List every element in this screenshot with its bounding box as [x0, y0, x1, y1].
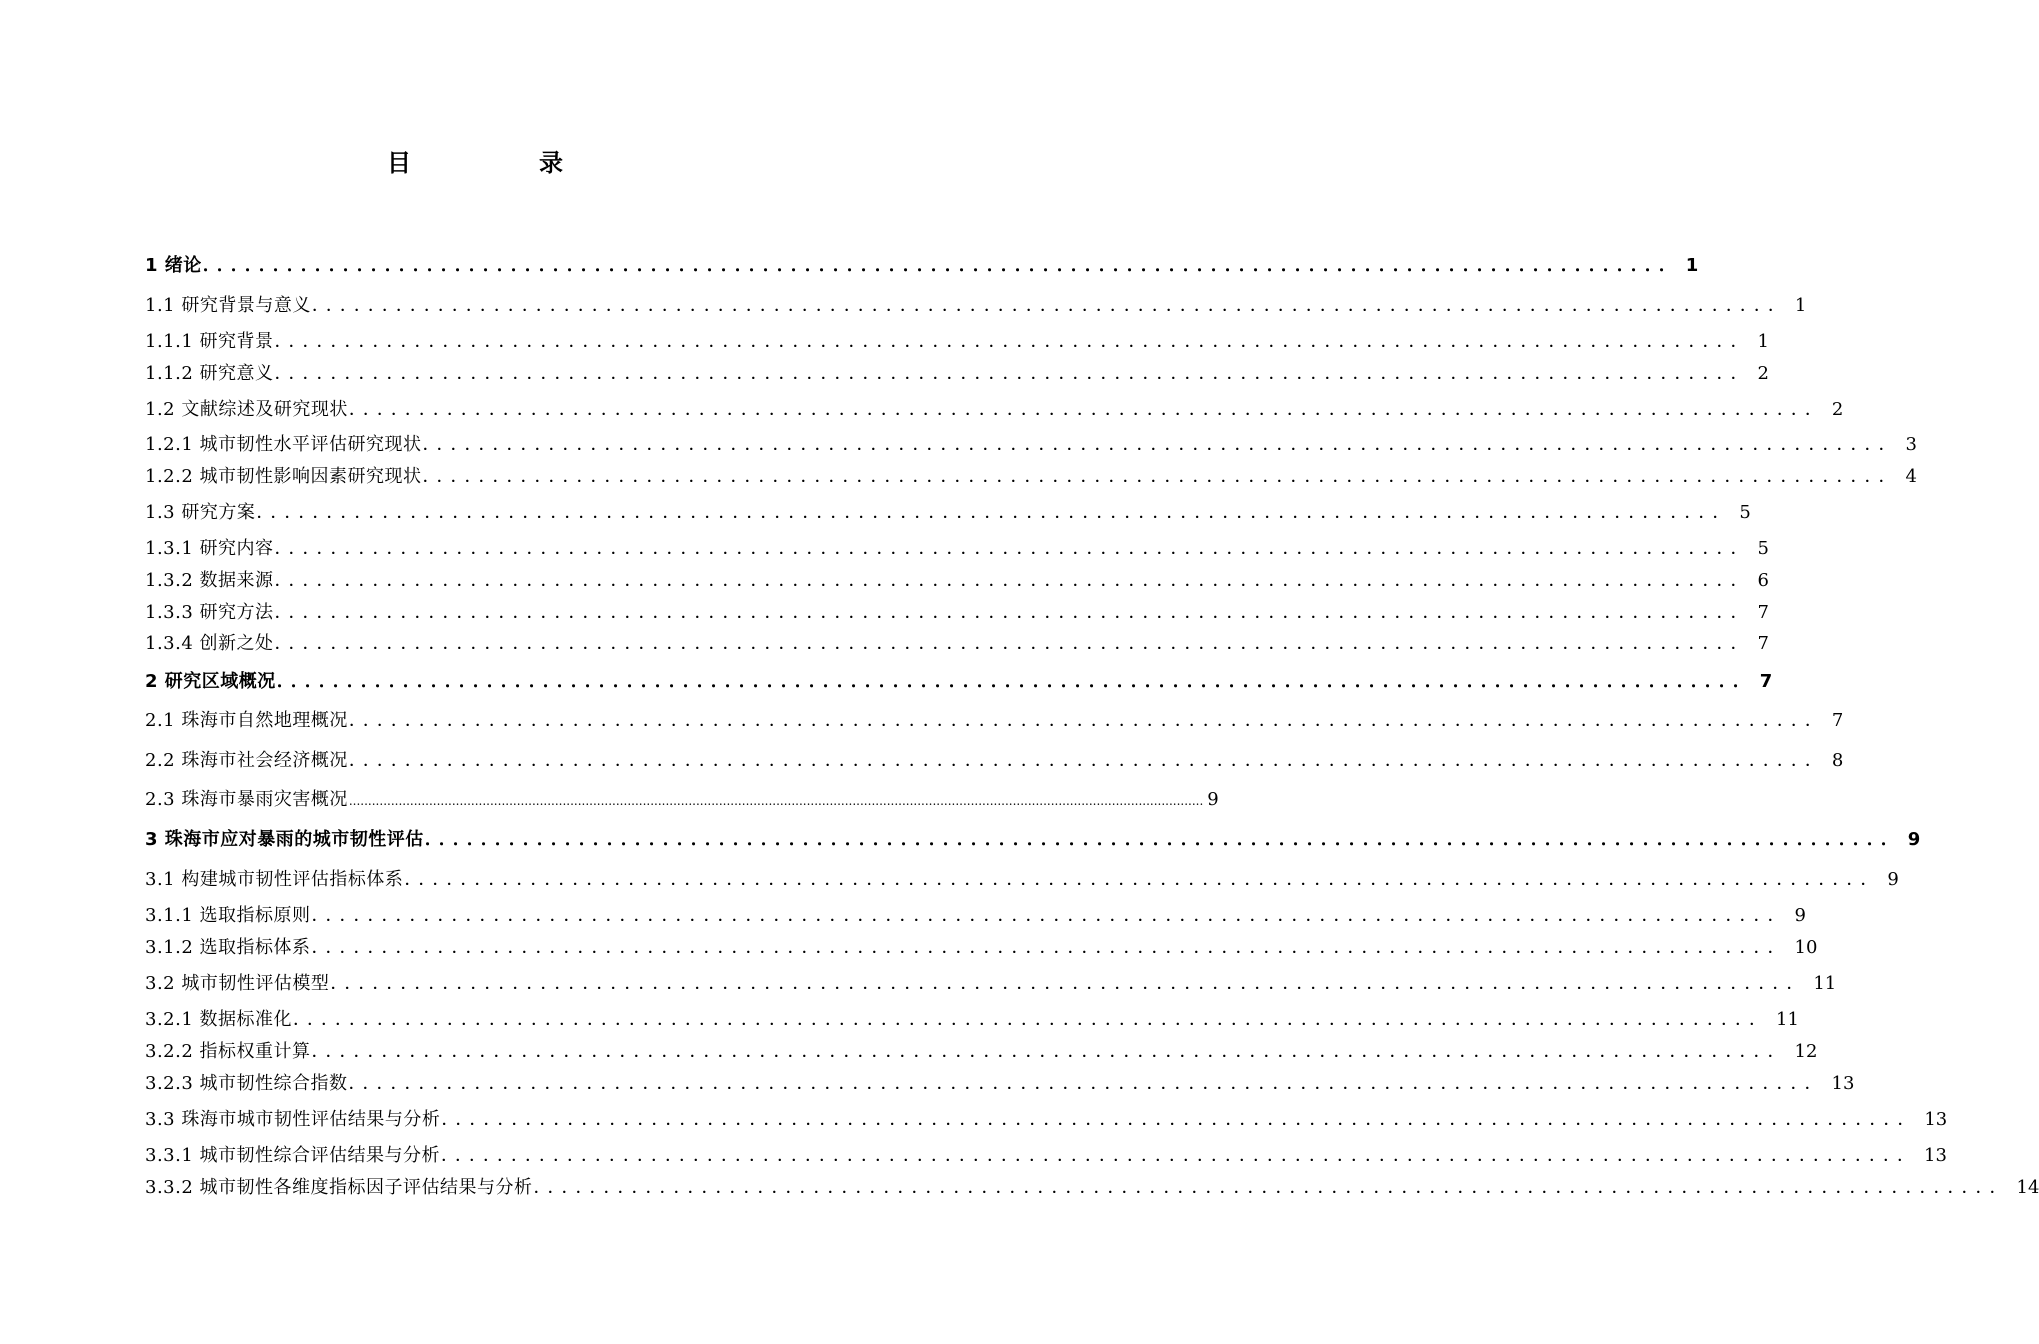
toc-entry-title: 1.2.1 城市韧性水平评估研究现状	[145, 434, 422, 455]
toc-entry-title: 3.2 城市韧性评估模型	[145, 973, 330, 994]
toc-leader: ．．．．．．．．．．．．．．．．．．．．．．．．．．．．．．．．．．．．．．．．．．．．．．．．．．．．．．．．．．．．．．．．．．．．．．．．．．．．．．．．．．．．．．．．．．．．．．．．．．．．．．．．．	[274, 570, 1754, 591]
toc-entry-title: 3.3 珠海市城市韧性评估结果与分析	[145, 1109, 441, 1130]
toc-entry-page: 6	[1757, 570, 1769, 591]
toc-entry-title: 1.3.1 研究内容	[145, 538, 274, 559]
page-title: 目 录	[387, 149, 615, 177]
toc-entry[interactable]	[145, 499, 1751, 527]
toc-entry-page: 4	[1905, 466, 1917, 487]
toc-entry[interactable]	[145, 463, 1917, 491]
toc-entry-title: 1.3 研究方案	[145, 502, 256, 523]
toc-entry-title: 3.1.1 选取指标原则	[145, 905, 311, 926]
toc-entry[interactable]	[145, 707, 1844, 735]
toc-leader: ．．．．．．．．．．．．．．．．．．．．．．．．．．．．．．．．．．．．．．．．．．．．．．．．．．．．．．．．．．．．．．．．．．．．．．．．．．．．．．．．．．．．．．．．．．．．．．．．．．．．．．．．．	[422, 434, 1902, 455]
toc-entry-page: 9	[1207, 789, 1219, 810]
toc-entry-page: 3	[1905, 434, 1917, 455]
toc-entry-page: 13	[1924, 1109, 1948, 1130]
toc-entry-page: 2	[1831, 399, 1844, 420]
toc-entry-page: 8	[1831, 750, 1844, 771]
toc-leader: ．．．．．．．．．．．．．．．．．．．．．．．．．．．．．．．．．．．．．．．．．．．．．．．．．．．．．．．．．．．．．．．．．．．．．．．．．．．．．．．．．．．．．．．．．．．．．．．．．．．．．．．．．	[202, 255, 1682, 276]
toc-entry-page: 7	[1757, 633, 1769, 654]
toc-leader: ．．．．．．．．．．．．．．．．．．．．．．．．．．．．．．．．．．．．．．．．．．．．．．．．．．．．．．．．．．．．．．．．．．．．．．．．．．．．．．．．．．．．．．．．．．．．．．．．．．．．．．．．．	[274, 633, 1754, 654]
toc-entry-page: 7	[1759, 671, 1773, 692]
toc-entry-page: 1	[1685, 255, 1699, 276]
toc-entry-title: 3.2.1 数据标准化	[145, 1009, 293, 1030]
toc-entry-page: 12	[1794, 1041, 1818, 1062]
toc-entry[interactable]	[145, 1006, 1799, 1034]
toc-entry-page: 7	[1831, 710, 1844, 731]
toc-leader: ．．．．．．．．．．．．．．．．．．．．．．．．．．．．．．．．．．．．．．．．．．．．．．．．．．．．．．．．．．．．．．．．．．．．．．．．．．．．．．．．．．．．．．．．．．．．．．．．．．．．．．．．．	[404, 869, 1884, 890]
toc-entry-page: 9	[1907, 829, 1921, 850]
toc-entry[interactable]	[145, 252, 1699, 280]
toc-entry-page: 7	[1757, 602, 1769, 623]
toc-leader: ．．．．．．．．．．．．．．．．．．．．．．．．．．．．．．．．．．．．．．．．．．．．．．．．．．．．．．．．．．．．．．．．．．．．．．．．．．．．．．．．．．．．．．．．．．．．．．．．．．．．．．．．．	[424, 829, 1904, 850]
toc-entry-page: 2	[1757, 363, 1769, 384]
toc-leader: ．．．．．．．．．．．．．．．．．．．．．．．．．．．．．．．．．．．．．．．．．．．．．．．．．．．．．．．．．．．．．．．．．．．．．．．．．．．．．．．．．．．．．．．．．．．．．．．．．．．．．．．．．	[274, 331, 1754, 352]
toc-entry-title: 3 珠海市应对暴雨的城市韧性评估	[145, 829, 424, 850]
toc-entry[interactable]	[145, 1174, 2039, 1202]
toc-entry-page: 1	[1794, 295, 1807, 316]
toc-leader: ．．．．．．．．．．．．．．．．．．．．．．．．．．．．．．．．．．．．．．．．．．．．．．．．．．．．．．．．．．．．．．．．．．．．．．．．．．．．．．．．．．．．．．．．．．．．．．．．．．．．．．．．．	[533, 1177, 2013, 1198]
toc-entry-title: 2.1 珠海市自然地理概况	[145, 710, 348, 731]
toc-entry-title: 3.1.2 选取指标体系	[145, 937, 311, 958]
toc-entry-page: 1	[1757, 331, 1769, 352]
toc-entry[interactable]	[145, 396, 1844, 424]
toc-entry-page: 13	[1831, 1073, 1855, 1094]
toc-entry[interactable]	[145, 567, 1769, 595]
toc-leader: ................................................................................................................................................................................................................................	[348, 794, 1204, 808]
toc-entry-title: 1.2.2 城市韧性影响因素研究现状	[145, 466, 422, 487]
toc-leader: ．．．．．．．．．．．．．．．．．．．．．．．．．．．．．．．．．．．．．．．．．．．．．．．．．．．．．．．．．．．．．．．．．．．．．．．．．．．．．．．．．．．．．．．．．．．．．．．．．．．．．．．．．	[274, 363, 1754, 384]
toc-entry-title: 1.2 文献综述及研究现状	[145, 399, 348, 420]
toc-entry[interactable]	[145, 668, 1773, 696]
toc-leader: ．．．．．．．．．．．．．．．．．．．．．．．．．．．．．．．．．．．．．．．．．．．．．．．．．．．．．．．．．．．．．．．．．．．．．．．．．．．．．．．．．．．．．．．．．．．．．．．．．．．．．．．．．	[441, 1109, 1921, 1130]
toc-entry[interactable]	[145, 1038, 1818, 1066]
toc-leader: ．．．．．．．．．．．．．．．．．．．．．．．．．．．．．．．．．．．．．．．．．．．．．．．．．．．．．．．．．．．．．．．．．．．．．．．．．．．．．．．．．．．．．．．．．．．．．．．．．．．．．．．．．	[422, 466, 1902, 487]
toc-leader: ．．．．．．．．．．．．．．．．．．．．．．．．．．．．．．．．．．．．．．．．．．．．．．．．．．．．．．．．．．．．．．．．．．．．．．．．．．．．．．．．．．．．．．．．．．．．．．．．．．．．．．．．．	[256, 502, 1736, 523]
toc-entry[interactable]	[145, 826, 1921, 854]
toc-leader: ．．．．．．．．．．．．．．．．．．．．．．．．．．．．．．．．．．．．．．．．．．．．．．．．．．．．．．．．．．．．．．．．．．．．．．．．．．．．．．．．．．．．．．．．．．．．．．．．．．．．．．．．．	[311, 905, 1791, 926]
toc-entry[interactable]	[145, 934, 1818, 962]
toc-entry-page: 11	[1776, 1009, 1799, 1030]
toc-entry-title: 3.2.2 指标权重计算	[145, 1041, 311, 1062]
toc-leader: ．．．．．．．．．．．．．．．．．．．．．．．．．．．．．．．．．．．．．．．．．．．．．．．．．．．．．．．．．．．．．．．．．．．．．．．．．．．．．．．．．．．．．．．．．．．．．．．．．．．．．．．．．	[276, 671, 1756, 692]
toc-entry-page: 5	[1739, 502, 1751, 523]
toc-entry-page: 14	[2016, 1177, 2039, 1198]
toc-leader: ．．．．．．．．．．．．．．．．．．．．．．．．．．．．．．．．．．．．．．．．．．．．．．．．．．．．．．．．．．．．．．．．．．．．．．．．．．．．．．．．．．．．．．．．．．．．．．．．．．．．．．．．．	[274, 538, 1754, 559]
toc-leader: ．．．．．．．．．．．．．．．．．．．．．．．．．．．．．．．．．．．．．．．．．．．．．．．．．．．．．．．．．．．．．．．．．．．．．．．．．．．．．．．．．．．．．．．．．．．．．．．．．．．．．．．．．	[311, 937, 1791, 958]
toc-entry[interactable]	[145, 599, 1769, 627]
toc-entry[interactable]	[145, 1142, 1947, 1170]
toc-entry[interactable]	[145, 786, 1219, 814]
toc-entry-page: 13	[1924, 1145, 1947, 1166]
toc-entry[interactable]	[145, 1106, 1948, 1134]
toc-entry[interactable]	[145, 292, 1807, 320]
toc-leader: ．．．．．．．．．．．．．．．．．．．．．．．．．．．．．．．．．．．．．．．．．．．．．．．．．．．．．．．．．．．．．．．．．．．．．．．．．．．．．．．．．．．．．．．．．．．．．．．．．．．．．．．．．	[441, 1145, 1921, 1166]
toc-entry-title: 3.3.2 城市韧性各维度指标因子评估结果与分析	[145, 1177, 533, 1198]
toc-entry[interactable]	[145, 1070, 1855, 1098]
toc-entry-page: 9	[1794, 905, 1806, 926]
toc-leader: ．．．．．．．．．．．．．．．．．．．．．．．．．．．．．．．．．．．．．．．．．．．．．．．．．．．．．．．．．．．．．．．．．．．．．．．．．．．．．．．．．．．．．．．．．．．．．．．．．．．．．．．．．	[348, 1073, 1828, 1094]
toc-entry[interactable]	[145, 360, 1769, 388]
toc-entry-title: 1 绪论	[145, 255, 202, 276]
toc-entry-title: 3.1 构建城市韧性评估指标体系	[145, 869, 404, 890]
toc-entry-title: 1.3.3 研究方法	[145, 602, 274, 623]
toc-entry[interactable]	[145, 535, 1769, 563]
toc-leader: ．．．．．．．．．．．．．．．．．．．．．．．．．．．．．．．．．．．．．．．．．．．．．．．．．．．．．．．．．．．．．．．．．．．．．．．．．．．．．．．．．．．．．．．．．．．．．．．．．．．．．．．．．	[348, 750, 1828, 771]
toc-entry-title: 2 研究区域概况	[145, 671, 276, 692]
toc-leader: ．．．．．．．．．．．．．．．．．．．．．．．．．．．．．．．．．．．．．．．．．．．．．．．．．．．．．．．．．．．．．．．．．．．．．．．．．．．．．．．．．．．．．．．．．．．．．．．．．．．．．．．．．	[293, 1009, 1773, 1030]
toc-entry[interactable]	[145, 902, 1806, 930]
toc-entry[interactable]	[145, 431, 1917, 459]
toc-entry-page: 11	[1813, 973, 1837, 994]
toc-entry-title: 1.1 研究背景与意义	[145, 295, 311, 316]
toc-entry-title: 1.3.4 创新之处	[145, 633, 274, 654]
toc-entry-page: 9	[1887, 869, 1899, 890]
toc-entry-title: 1.1.1 研究背景	[145, 331, 274, 352]
toc-entry-page: 5	[1757, 538, 1769, 559]
toc-entry[interactable]	[145, 328, 1769, 356]
toc-entry-title: 2.3 珠海市暴雨灾害概况	[145, 789, 348, 810]
toc-entry-title: 1.1.2 研究意义	[145, 363, 274, 384]
toc-leader: ．．．．．．．．．．．．．．．．．．．．．．．．．．．．．．．．．．．．．．．．．．．．．．．．．．．．．．．．．．．．．．．．．．．．．．．．．．．．．．．．．．．．．．．．．．．．．．．．．．．．．．．．．	[330, 973, 1810, 994]
toc-entry-title: 3.3.1 城市韧性综合评估结果与分析	[145, 1145, 441, 1166]
toc-leader: ．．．．．．．．．．．．．．．．．．．．．．．．．．．．．．．．．．．．．．．．．．．．．．．．．．．．．．．．．．．．．．．．．．．．．．．．．．．．．．．．．．．．．．．．．．．．．．．．．．．．．．．．．	[274, 602, 1754, 623]
toc-leader: ．．．．．．．．．．．．．．．．．．．．．．．．．．．．．．．．．．．．．．．．．．．．．．．．．．．．．．．．．．．．．．．．．．．．．．．．．．．．．．．．．．．．．．．．．．．．．．．．．．．．．．．．．	[311, 1041, 1791, 1062]
toc-entry[interactable]	[145, 970, 1837, 998]
toc-entry-title: 2.2 珠海市社会经济概况	[145, 750, 348, 771]
toc-entry[interactable]	[145, 630, 1769, 658]
toc-entry-title: 3.2.3 城市韧性综合指数	[145, 1073, 348, 1094]
toc-entry[interactable]	[145, 866, 1899, 894]
toc-entry-title: 1.3.2 数据来源	[145, 570, 274, 591]
toc-entry[interactable]	[145, 747, 1844, 775]
toc-entry-page: 10	[1794, 937, 1818, 958]
toc-leader: ．．．．．．．．．．．．．．．．．．．．．．．．．．．．．．．．．．．．．．．．．．．．．．．．．．．．．．．．．．．．．．．．．．．．．．．．．．．．．．．．．．．．．．．．．．．．．．．．．．．．．．．．．	[311, 295, 1791, 316]
toc-leader: ．．．．．．．．．．．．．．．．．．．．．．．．．．．．．．．．．．．．．．．．．．．．．．．．．．．．．．．．．．．．．．．．．．．．．．．．．．．．．．．．．．．．．．．．．．．．．．．．．．．．．．．．．	[348, 399, 1828, 420]
toc-leader: ．．．．．．．．．．．．．．．．．．．．．．．．．．．．．．．．．．．．．．．．．．．．．．．．．．．．．．．．．．．．．．．．．．．．．．．．．．．．．．．．．．．．．．．．．．．．．．．．．．．．．．．．．	[348, 710, 1828, 731]
